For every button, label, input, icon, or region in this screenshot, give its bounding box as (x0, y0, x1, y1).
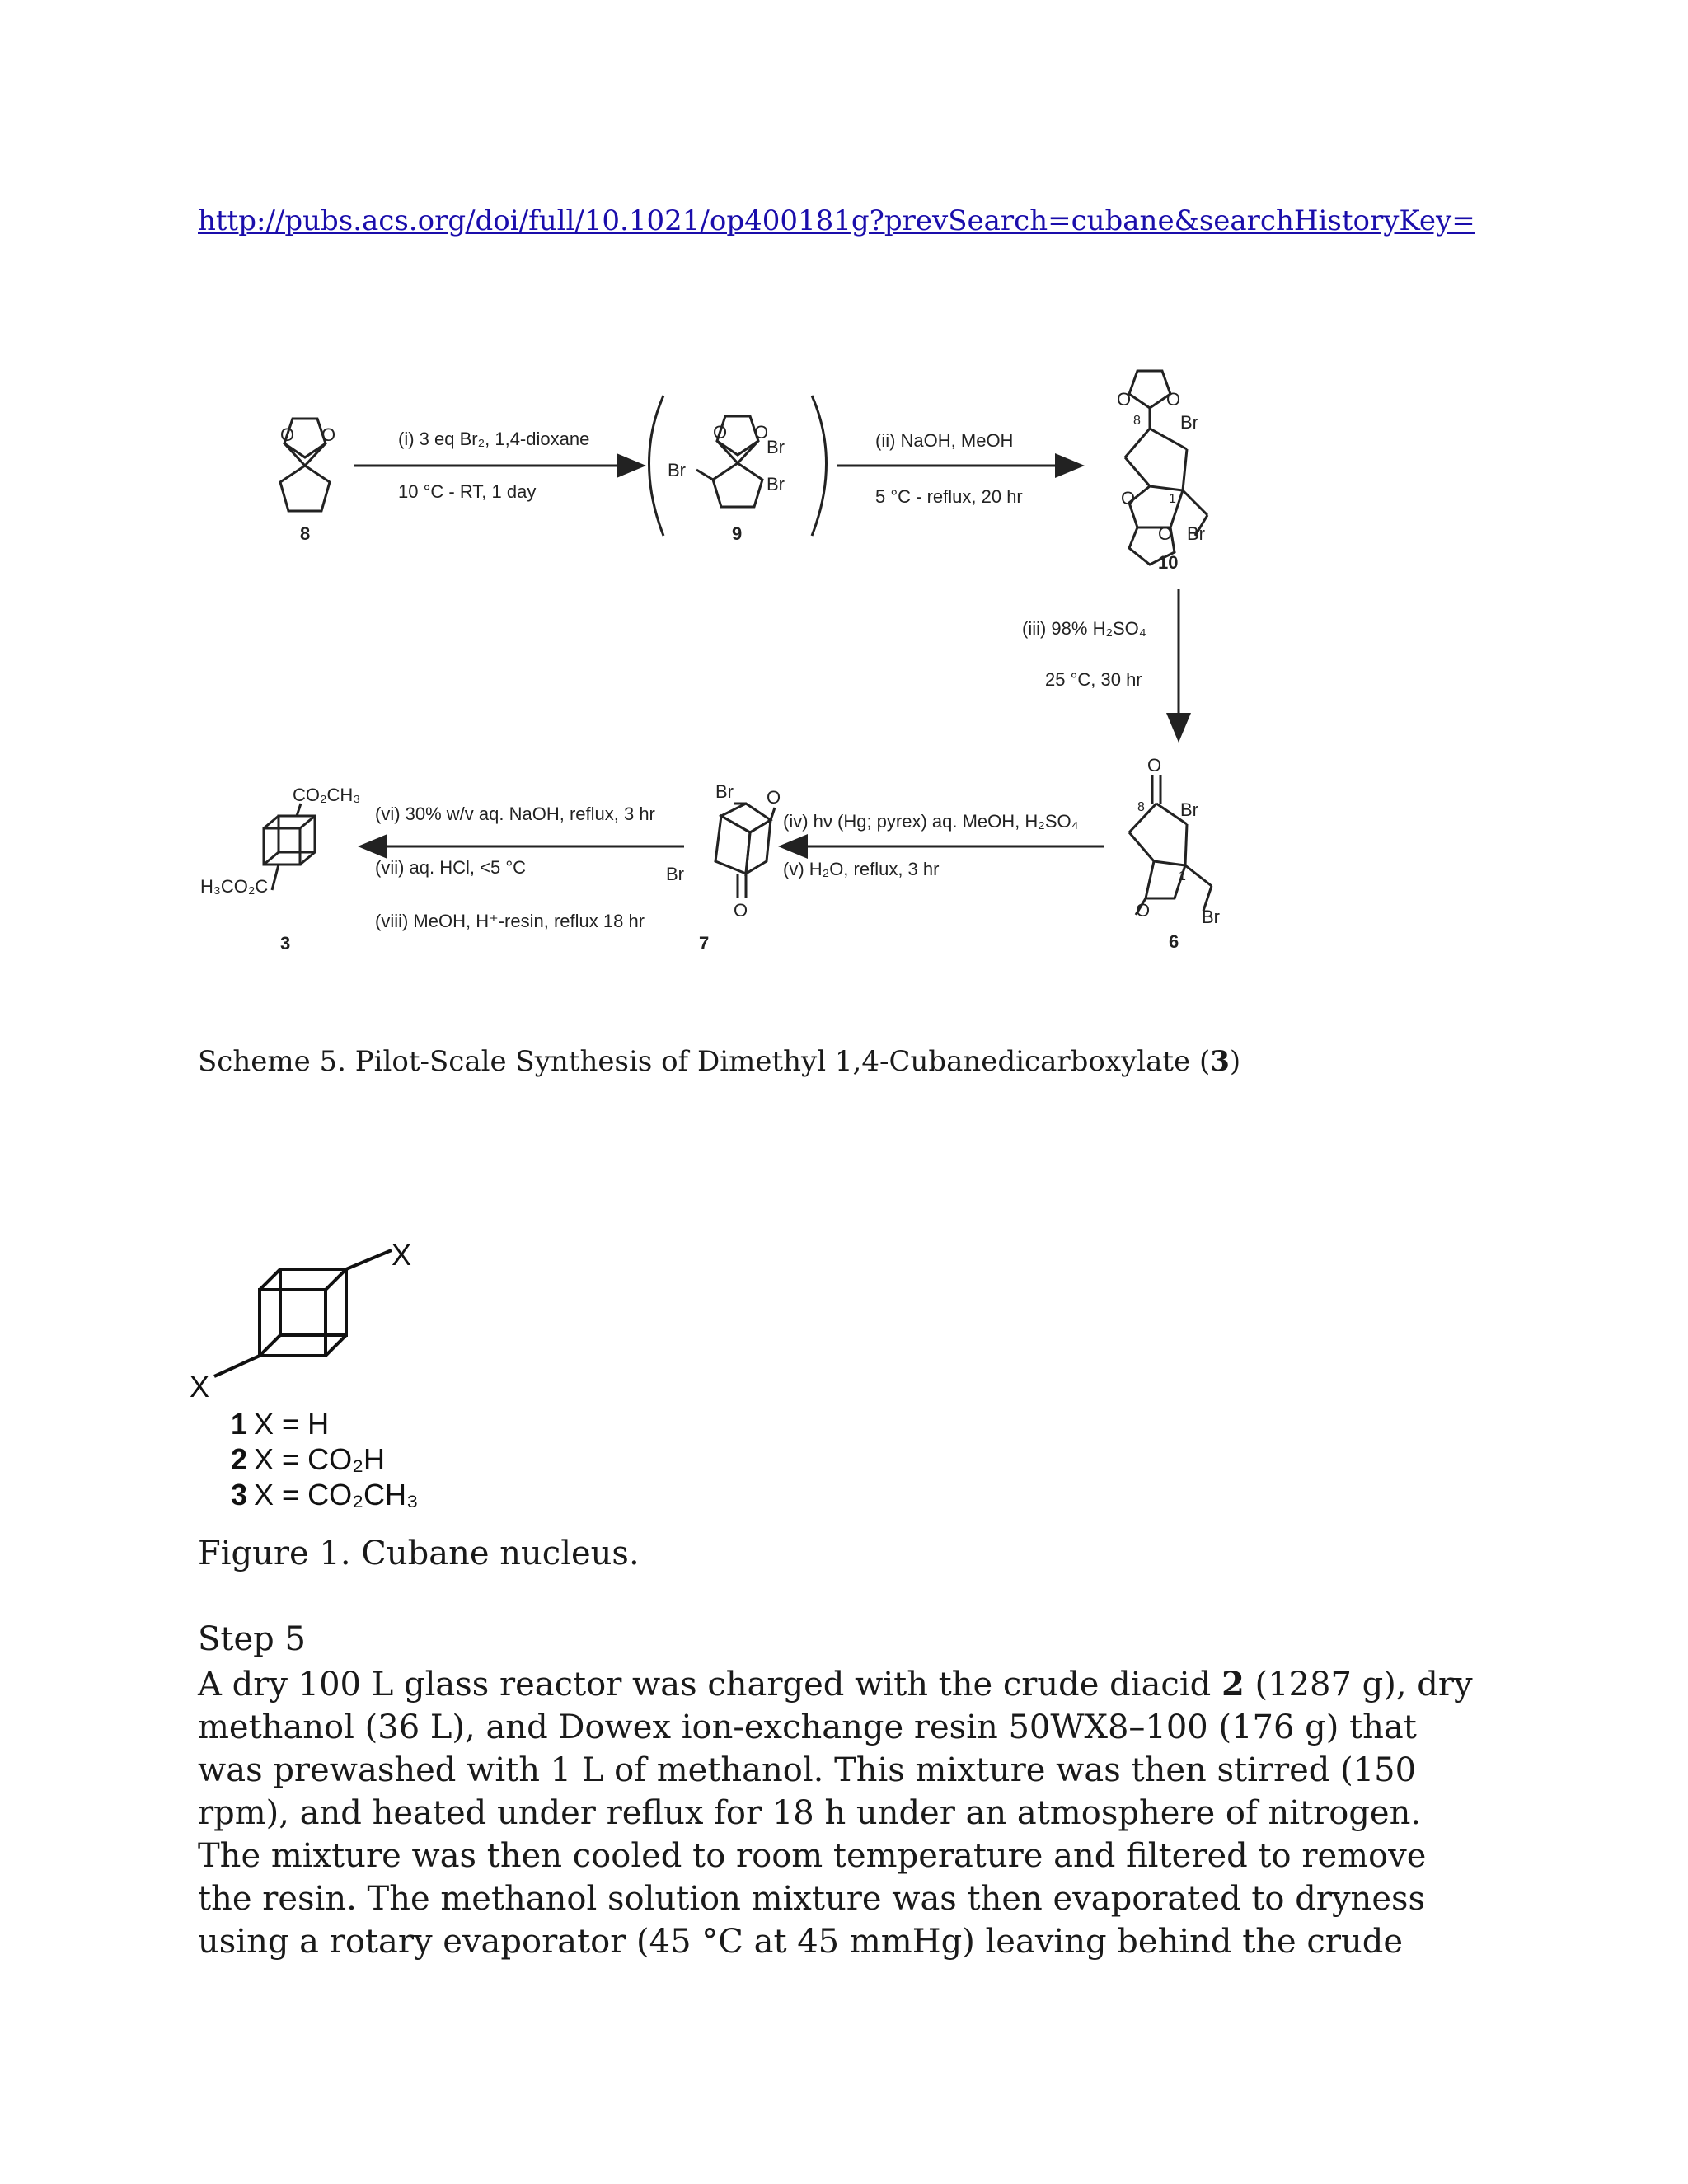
svg-text:3X = CO₂CH₃ (231, 1478, 419, 1511)
substituent-x-top: X (392, 1240, 412, 1272)
atom-br: Br (666, 864, 684, 884)
compound-3-structure (264, 804, 315, 890)
step-v-reagents: (v) H₂O, reflux, 3 hr (783, 859, 940, 879)
step-vi-reagents: (vi) 30% w/v aq. NaOH, reflux, 3 hr (375, 804, 655, 824)
atom-o: O (754, 422, 769, 443)
procedure-text-continued: (1287 g), dry methanol (36 L), and Dowex ion-exchange resin 50WX8–100 (176 g) that was prewashed with 1 L of methanol. This mixture was then stirred (150 rpm), and heated under reflux for 18 h under an atmosphere of nitrogen. The mixture was then cooled to room temperature and filtered to remove the resin. The methanol solution mixture was then evaporated to dryness using a rotary evaporator (45 °C at 45 mmHg) leaving behind the crude (198, 1666, 1473, 1961)
legend-item-text: X = H (254, 1407, 330, 1441)
step-viii-reagents: (viii) MeOH, H⁺-resin, reflux 18 hr (375, 911, 645, 931)
step-heading: Step 5 (198, 1620, 306, 1658)
compound-label-6: 6 (1169, 931, 1179, 952)
svg-text:2X = CO₂H (231, 1442, 385, 1476)
compound-label-8: 8 (300, 523, 311, 544)
procedure-paragraph (198, 1663, 1484, 1963)
atom-o: O (1147, 755, 1162, 776)
cubane-figure (181, 1240, 528, 1521)
atom-br: Br (1180, 799, 1198, 820)
source-url-link[interactable]: http://pubs.acs.org/doi/full/10.1021/op400181g?prevSearch=cubane&searchHistoryKey= (198, 204, 1475, 237)
atom-br: Br (715, 781, 734, 802)
atom-o: O (767, 787, 781, 808)
legend-item-number: 2 (231, 1442, 248, 1476)
atom-br: Br (1187, 523, 1205, 544)
compound-label-10: 10 (1158, 552, 1179, 573)
atom-br: Br (1180, 412, 1198, 433)
atom-o: O (1117, 389, 1132, 410)
atom-o: O (321, 424, 336, 445)
scheme-caption-compound-number: 3 (1210, 1045, 1230, 1078)
ester-group-bottom: H₃CO₂C (200, 876, 269, 897)
legend-item-text: X = CO₂CH₃ (254, 1478, 419, 1511)
atom-o: O (734, 900, 748, 921)
legend-item-number: 1 (231, 1407, 248, 1441)
substituent-legend (231, 1407, 419, 1511)
step-ii-conditions: 5 °C - reflux, 20 hr (875, 486, 1023, 507)
step-i-reagents: (i) 3 eq Br₂, 1,4-dioxane (398, 429, 590, 449)
atom-o: O (1136, 900, 1151, 921)
substituent-x-bottom: X (190, 1370, 210, 1404)
compound-label-3: 3 (280, 933, 291, 954)
legend-item-text: X = CO₂H (254, 1442, 386, 1476)
step-iv-reagents: (iv) hν (Hg; pyrex) aq. MeOH, H₂SO₄ (783, 811, 1079, 832)
procedure-text: A dry 100 L glass reactor was charged with the crude diacid (198, 1666, 1221, 1704)
atom-o: O (1121, 488, 1136, 509)
scheme-caption-close: ) (1229, 1045, 1241, 1078)
compound-7-structure (715, 804, 775, 898)
atom-o: O (1158, 523, 1173, 544)
legend-item-number: 3 (231, 1478, 248, 1511)
step-ii-reagents: (ii) NaOH, MeOH (875, 430, 1014, 451)
atom-br: Br (668, 460, 686, 480)
position-8: 8 (1137, 800, 1145, 814)
figure-caption: Figure 1. Cubane nucleus. (198, 1535, 640, 1572)
ester-group-top: CO₂CH₃ (293, 785, 361, 805)
reaction-scheme (0, 0, 1688, 1030)
procedure-compound-number: 2 (1221, 1665, 1245, 1704)
atom-o: O (713, 422, 728, 443)
svg-text:1X = H (231, 1407, 329, 1441)
compound-6-structure (1129, 775, 1212, 915)
position-1: 1 (1179, 869, 1186, 883)
step-i-conditions: 10 °C - RT, 1 day (398, 481, 537, 502)
atom-br: Br (767, 437, 785, 457)
atom-o: O (280, 424, 295, 445)
step-iii-conditions: 25 °C, 30 hr (1045, 669, 1142, 690)
atom-br: Br (1202, 907, 1220, 927)
step-iii-reagents: (iii) 98% H₂SO₄ (1022, 618, 1146, 639)
compound-label-9: 9 (732, 523, 743, 544)
atom-o: O (1166, 389, 1181, 410)
compound-label-7: 7 (699, 933, 710, 954)
step-vii-reagents: (vii) aq. HCl, <5 °C (375, 857, 527, 878)
position-8: 8 (1133, 414, 1141, 428)
atom-br: Br (767, 474, 785, 494)
scheme-caption (198, 1045, 1240, 1078)
scheme-caption-text: Scheme 5. Pilot-Scale Synthesis of Dimethyl 1,4-Cubanedicarboxylate ( (198, 1045, 1211, 1078)
position-1: 1 (1169, 492, 1176, 506)
